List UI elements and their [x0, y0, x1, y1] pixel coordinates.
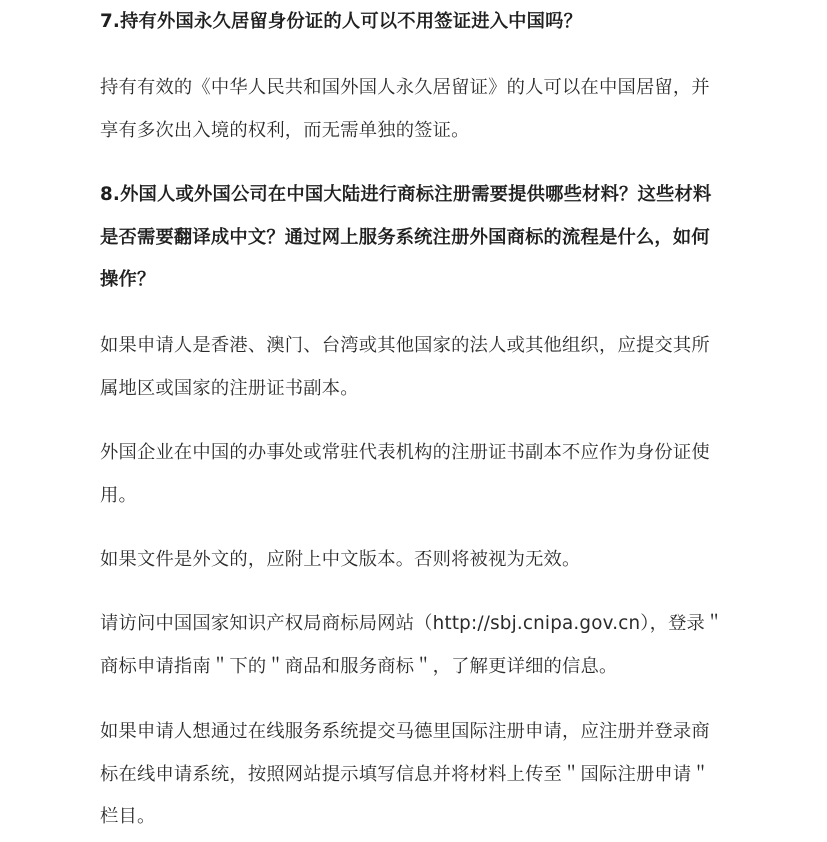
- question-8-line-3: 操作？: [100, 269, 156, 290]
- answer-8-paragraph-2-line-2: 用。: [100, 485, 137, 506]
- answer-8-paragraph-4-line-2: 商标申请指南＂下的＂商品和服务商标＂，了解更详细的信息。: [100, 656, 618, 677]
- answer-8-paragraph-1-line-2: 属地区或国家的注册证书副本。: [100, 378, 359, 399]
- answer-7-paragraph-1-line-2: 享有多次出入境的权利，而无需单独的签证。: [100, 120, 470, 141]
- answer-8-paragraph-4-line-1: 请访问中国国家知识产权局商标局网站（http://sbj.cnipa.gov.cn），登录＂: [100, 613, 724, 634]
- answer-8-paragraph-5-line-2: 标在线申请系统，按照网站提示填写信息并将材料上传至＂国际注册申请＂: [100, 764, 710, 785]
- question-7-line-1: 7.持有外国永久居留身份证的人可以不用签证进入中国吗？: [100, 11, 583, 32]
- answer-8-paragraph-5-line-3: 栏目。: [100, 806, 156, 827]
- answer-8-paragraph-5-line-1: 如果申请人想通过在线服务系统提交马德里国际注册申请，应注册并登录商: [100, 721, 710, 742]
- answer-8-paragraph-3-line-1: 如果文件是外文的，应附上中文版本。否则将被视为无效。: [100, 549, 581, 570]
- answer-7-paragraph-1-line-1: 持有有效的《中华人民共和国外国人永久居留证》的人可以在中国居留，并: [100, 77, 710, 98]
- answer-8-paragraph-1-line-1: 如果申请人是香港、澳门、台湾或其他国家的法人或其他组织，应提交其所: [100, 335, 710, 356]
- question-8-line-2: 是否需要翻译成中文？通过网上服务系统注册外国商标的流程是什么，如何: [100, 227, 710, 248]
- answer-8-paragraph-2-line-1: 外国企业在中国的办事处或常驻代表机构的注册证书副本不应作为身份证使: [100, 442, 710, 463]
- question-8-line-1: 8.外国人或外国公司在中国大陆进行商标注册需要提供哪些材料？这些材料: [100, 184, 712, 205]
